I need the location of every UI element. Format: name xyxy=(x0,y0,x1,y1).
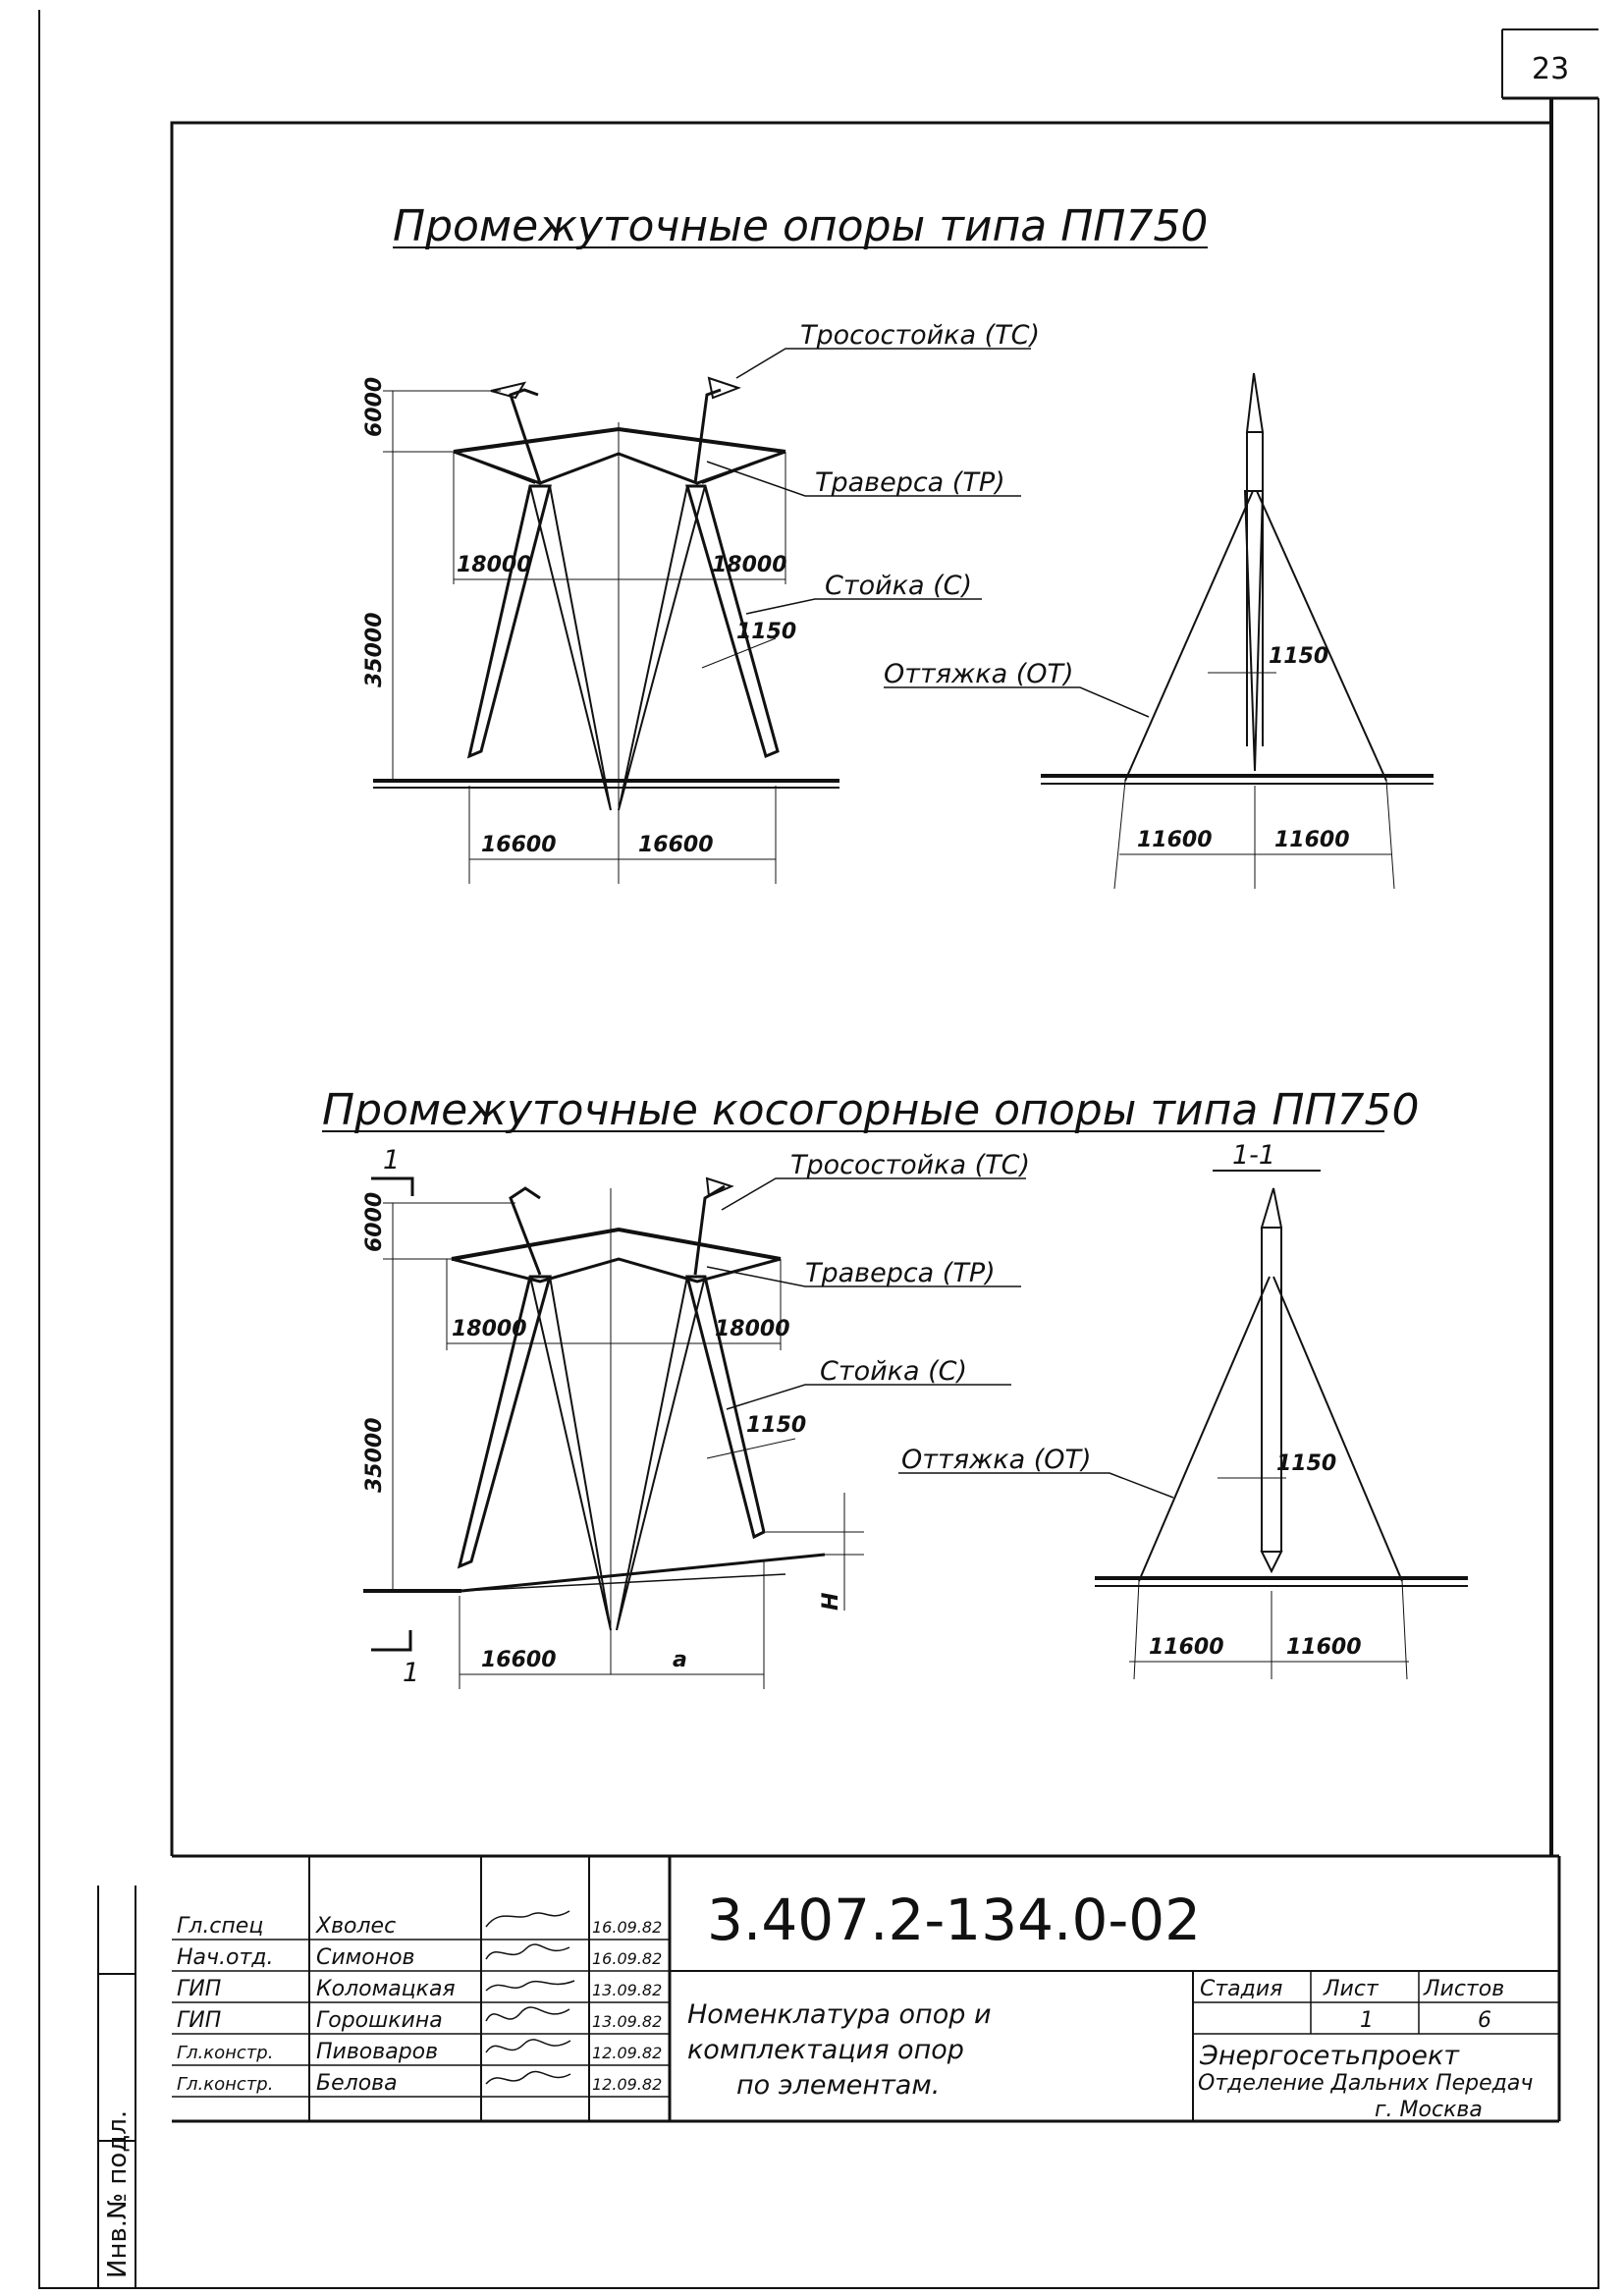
section-mark-bottom xyxy=(371,1630,419,1688)
svg-text:Коломацкая: Коломацкая xyxy=(316,1977,456,2001)
svg-text:ГИП: ГИП xyxy=(177,1977,222,2001)
org-dept: Отделение Дальних Передач xyxy=(1198,2071,1534,2096)
dim-height-top-2: 6000 xyxy=(362,1191,387,1252)
traverse-1 xyxy=(454,429,785,483)
diagram-1 xyxy=(362,201,1434,889)
pole-left xyxy=(469,486,611,810)
side-view-1 xyxy=(1041,373,1434,889)
svg-text:Горошкина: Горошкина xyxy=(316,2008,443,2033)
dim-height-main-2: 35000 xyxy=(362,1417,387,1493)
dim-traverse-left-2: 18000 xyxy=(452,1317,527,1341)
dim-pole-diam-side-2: 1150 xyxy=(1276,1451,1337,1476)
svg-text:16.09.82: 16.09.82 xyxy=(592,1918,663,1937)
dim-guy-left-2: 11600 xyxy=(1149,1635,1224,1660)
side-stamp-label: Инв.№ подл. xyxy=(103,2109,133,2278)
svg-text:Симонов: Симонов xyxy=(316,1945,415,1970)
dim-traverse-right: 18000 xyxy=(712,553,787,577)
side-view-2 xyxy=(1095,1188,1468,1679)
dim-pole-diam-side: 1150 xyxy=(1269,644,1329,669)
ground-wire-post-right-2 xyxy=(695,1186,725,1275)
signature-mark xyxy=(486,1981,574,1991)
title-block xyxy=(172,1856,1559,2122)
svg-text:1: 1 xyxy=(403,1658,420,1688)
dim-slope: H xyxy=(819,1592,843,1611)
label-ot: Оттяжка (ОТ) xyxy=(884,659,1074,689)
description-line-3: по элементам. xyxy=(736,2070,941,2101)
svg-text:Гл.констр.: Гл.констр. xyxy=(177,2043,274,2063)
org-name: Энергосетьпроект xyxy=(1200,2041,1460,2071)
svg-text:12.09.82: 12.09.82 xyxy=(592,2075,663,2094)
dim-guy-right: 11600 xyxy=(1274,828,1350,852)
svg-text:Белова: Белова xyxy=(316,2071,398,2096)
svg-text:Гл.констр.: Гл.констр. xyxy=(177,2074,274,2095)
sheet-label: Лист xyxy=(1324,1977,1379,2001)
svg-text:ГИП: ГИП xyxy=(177,2008,222,2033)
dim-pole-diam-2: 1150 xyxy=(746,1413,807,1438)
dim-base-left-2: 16600 xyxy=(481,1648,557,1672)
sheets-value: 6 xyxy=(1478,2008,1491,2033)
label-tr-2: Траверса (ТР) xyxy=(805,1258,996,1288)
traverse-2 xyxy=(452,1230,781,1282)
ground-wire-post-right xyxy=(695,378,738,483)
dim-base-right-2: a xyxy=(673,1648,687,1672)
label-tr: Траверса (ТР) xyxy=(815,467,1005,498)
svg-text:13.09.82: 13.09.82 xyxy=(592,2012,663,2031)
signature-mark xyxy=(486,2007,569,2021)
sheets-label: Листов xyxy=(1424,1977,1505,2001)
ground-wire-post-left-2 xyxy=(511,1188,540,1275)
dim-height-top: 6000 xyxy=(362,376,387,437)
svg-text:Нач.отд.: Нач.отд. xyxy=(177,1945,274,1970)
section-label: 1-1 xyxy=(1232,1140,1276,1171)
stage-label: Стадия xyxy=(1200,1977,1283,2001)
description-line-2: комплектация опор xyxy=(687,2035,964,2065)
label-c-2: Стойка (С) xyxy=(820,1356,968,1387)
signature-mark xyxy=(486,1944,569,1959)
signature-mark xyxy=(486,1911,569,1927)
dim-traverse-right-2: 18000 xyxy=(715,1317,790,1341)
label-tc-2: Тросостойка (ТС) xyxy=(790,1150,1031,1180)
height-dim-1 xyxy=(362,377,501,781)
dim-guy-right-2: 11600 xyxy=(1286,1635,1362,1660)
description-line-1: Номенклатура опор и xyxy=(687,1999,992,2030)
svg-text:Гл.спец: Гл.спец xyxy=(177,1914,264,1939)
dim-height-main: 35000 xyxy=(362,612,387,687)
dim-pole-diam: 1150 xyxy=(736,620,797,644)
dim-traverse-left: 18000 xyxy=(457,553,532,577)
dim-base-right: 16600 xyxy=(638,833,714,857)
svg-text:12.09.82: 12.09.82 xyxy=(592,2044,663,2062)
svg-text:1: 1 xyxy=(383,1145,401,1175)
section-mark-top xyxy=(371,1145,412,1196)
svg-text:16.09.82: 16.09.82 xyxy=(592,1949,663,1968)
org-city: г. Москва xyxy=(1375,2098,1483,2122)
label-ot-2: Оттяжка (ОТ) xyxy=(901,1445,1092,1475)
svg-text:Хволес: Хволес xyxy=(316,1914,397,1939)
drawing-code: 3.407.2-134.0-02 xyxy=(707,1886,1202,1953)
label-tc: Тросостойка (ТС) xyxy=(800,320,1041,351)
signature-mark xyxy=(486,2071,570,2084)
pole-right xyxy=(619,486,778,810)
sheet-value: 1 xyxy=(1360,2008,1374,2033)
label-c: Стойка (С) xyxy=(825,571,973,601)
diagram-1-title: Промежуточные опоры типа ПП750 xyxy=(393,201,1209,251)
diagram-2-title: Промежуточные косогорные опоры типа ПП750 xyxy=(322,1085,1420,1135)
side-stamp xyxy=(98,1886,135,2288)
svg-text:Пивоваров: Пивоваров xyxy=(316,2040,439,2064)
page-number: 23 xyxy=(1532,52,1570,86)
signature-mark xyxy=(486,2040,570,2052)
dim-base-left: 16600 xyxy=(481,833,557,857)
diagram-2 xyxy=(322,1085,1468,1689)
dim-guy-left: 11600 xyxy=(1137,828,1213,852)
svg-text:13.09.82: 13.09.82 xyxy=(592,1981,663,1999)
